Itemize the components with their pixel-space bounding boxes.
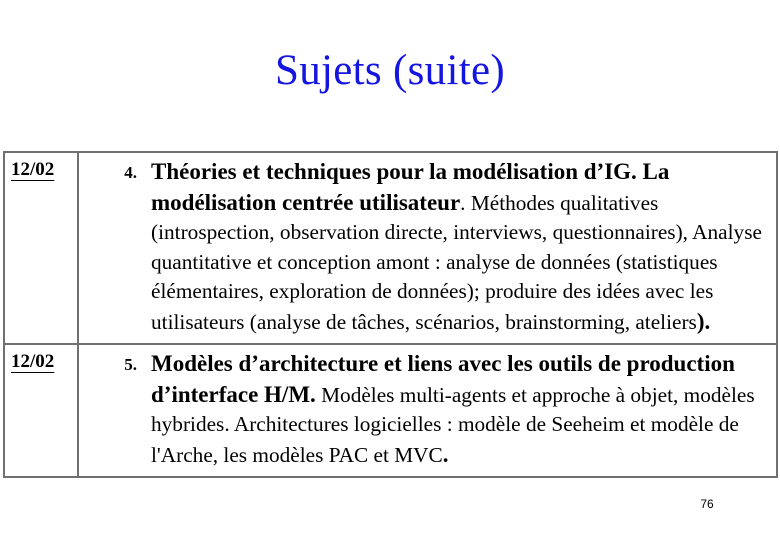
table-row [4, 152, 777, 344]
content-cell [78, 152, 777, 344]
topic-text [151, 349, 770, 470]
slide-title: Sujets (suite) [275, 47, 505, 94]
date-cell [4, 344, 78, 477]
content-cell [78, 344, 777, 477]
topics-table [3, 151, 778, 478]
topic-heading: Théories et techniques pour la modélisation d’IG. La modélisation centrée utilisateur [151, 159, 670, 215]
topic-end: . [442, 441, 449, 467]
topic-description: Modèles multi-agents et approche à objet, modèles hybrides. Architectures logicielles : modèle de Seeheim et modèle de l'Arche, les modèles PAC et MVC [151, 382, 755, 467]
page-number: 76 [700, 497, 714, 511]
topic-description: . Méthodes qualitatives (introspection, observation directe, interviews, questionnaires), Analyse quantitative et conception amont : analyse de données (statistiques élémentaires, exploration de données); produire des idées avec les utilisateurs (analyse de tâches, scénarios, brainstorming, ateliers [151, 190, 762, 334]
table-row [4, 344, 777, 477]
topic-item [79, 157, 770, 337]
topic-text [151, 157, 770, 337]
topic-heading: Modèles d’architecture et liens avec les outils de production d’interface H/M. [151, 351, 735, 407]
date-cell [4, 152, 78, 344]
topic-number: 4. [124, 163, 137, 182]
date-label: 12/02 [11, 159, 55, 180]
topic-item [79, 349, 770, 470]
date-label: 12/02 [11, 351, 55, 372]
topic-number: 5. [124, 355, 137, 374]
topic-end: ). [696, 308, 711, 334]
